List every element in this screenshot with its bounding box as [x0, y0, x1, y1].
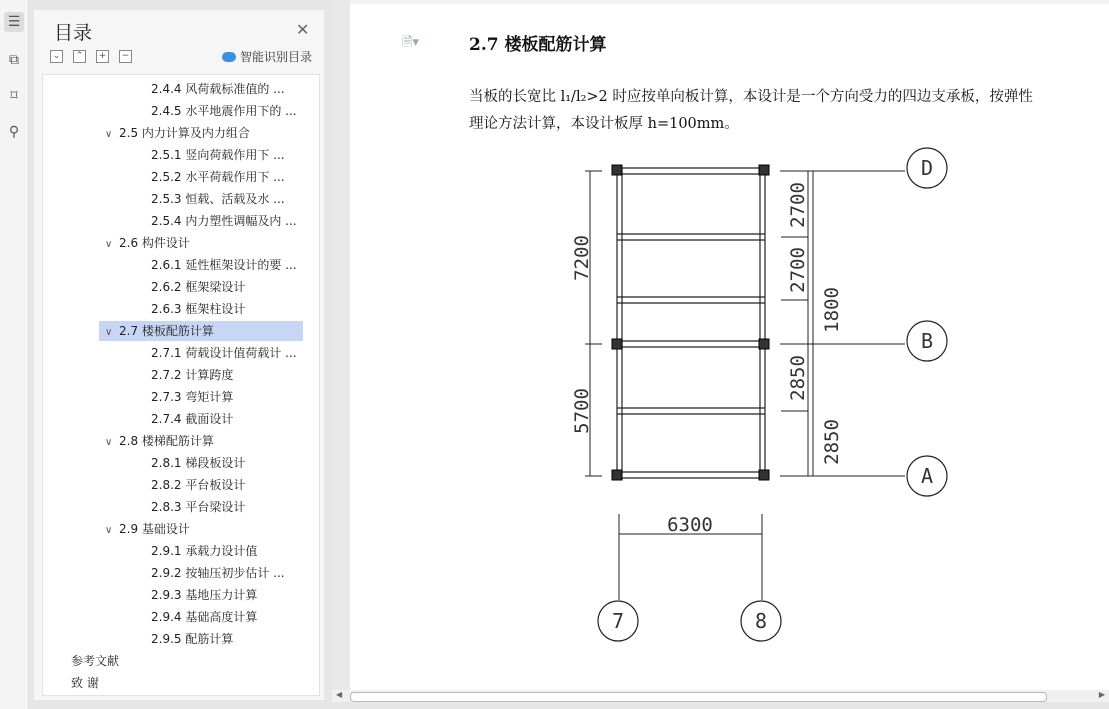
chevron-down-icon[interactable]: ∨ — [105, 437, 113, 448]
toc-item[interactable] — [105, 123, 250, 143]
toc-item[interactable] — [151, 475, 245, 495]
toc-item-label: 致 谢 — [71, 676, 99, 690]
toc-panel — [34, 10, 324, 700]
toc-item[interactable] — [71, 673, 99, 693]
toc-item[interactable] — [151, 167, 285, 187]
collapse-all-button[interactable]: ⌃ — [73, 50, 86, 63]
toc-item-label: 2.8 楼梯配筋计算 — [119, 434, 214, 448]
toc-item-label: 参考文献 — [71, 654, 120, 668]
dimension-label: 1800 — [821, 287, 843, 333]
toc-item-label: 2.9.1 承载力设计值 — [151, 544, 258, 558]
dimension-label: 2850 — [787, 355, 809, 401]
toc-item-label: 2.7.4 截面设计 — [151, 412, 234, 426]
toc-item-label: 2.8.3 平台梁设计 — [151, 500, 246, 514]
axis-label: 8 — [754, 609, 768, 633]
cloud-icon — [222, 52, 236, 62]
scroll-right-icon[interactable]: ▶ — [1098, 690, 1105, 699]
ruler-strip — [350, 0, 1109, 4]
toc-item[interactable] — [151, 541, 257, 561]
toc-item-label: 2.7.3 弯矩计算 — [151, 390, 234, 404]
toc-item-label: 2.6 构件设计 — [119, 236, 190, 250]
left-toolbar — [0, 0, 29, 709]
toc-item-label: 2.6.2 框架梁设计 — [151, 280, 246, 294]
column — [759, 470, 769, 480]
toc-item[interactable] — [151, 299, 245, 319]
toc-item[interactable] — [151, 211, 297, 231]
document-icon[interactable]: 🗎▾ — [402, 35, 419, 50]
chevron-down-icon[interactable]: ∨ — [105, 239, 113, 250]
bookmark-icon[interactable]: ⌑ — [10, 88, 18, 104]
toc-item[interactable] — [151, 387, 233, 407]
toc-item-label: 2.7.2 计算跨度 — [151, 368, 234, 382]
axis-label: A — [920, 464, 934, 488]
column — [759, 339, 769, 349]
scroll-thumb[interactable] — [350, 692, 1047, 702]
dimension-label: 2850 — [821, 419, 843, 465]
dimension-label: 5700 — [571, 388, 593, 434]
toc-icon[interactable]: ☰ — [4, 12, 24, 32]
toc-item-label: 2.9.3 基地压力计算 — [151, 588, 258, 602]
axis-bubbles — [598, 148, 947, 641]
toc-item[interactable] — [151, 453, 245, 473]
toc-item-label: 2.5.2 水平荷载作用下 ... — [151, 170, 285, 184]
toc-item[interactable] — [151, 145, 285, 165]
close-icon[interactable]: ✕ — [296, 20, 310, 39]
axis-label: 7 — [611, 609, 625, 633]
dimension-lines — [585, 171, 905, 600]
scroll-left-icon[interactable]: ◀ — [336, 690, 343, 699]
toc-item[interactable] — [151, 101, 297, 121]
toc-item[interactable] — [151, 189, 285, 209]
search-icon[interactable]: ⚲ — [8, 124, 20, 140]
toc-item[interactable] — [151, 497, 245, 517]
chevron-down-icon[interactable]: ∨ — [105, 327, 113, 338]
dimension-label: 6300 — [667, 514, 713, 536]
column — [612, 165, 622, 175]
axis-label: D — [920, 156, 934, 180]
toc-item[interactable] — [105, 519, 190, 539]
add-level-button[interactable]: + — [96, 50, 109, 63]
column — [612, 470, 622, 480]
toc-item[interactable] — [151, 343, 297, 363]
toc-item-label: 2.4.4 风荷载标准值的 ... — [151, 82, 285, 96]
toc-item[interactable] — [151, 255, 297, 275]
toc-item[interactable] — [151, 607, 257, 627]
floor-plan-drawing — [560, 145, 960, 645]
outline-icon[interactable]: ⧉ — [9, 52, 19, 68]
panel-title: 目录 — [54, 22, 93, 44]
smart-toc-button[interactable] — [222, 48, 312, 65]
toc-item-label: 2.9 基础设计 — [119, 522, 190, 536]
toc-item[interactable] — [105, 431, 214, 451]
remove-level-button[interactable]: − — [119, 50, 132, 63]
toc-item-label: 2.7 楼板配筋计算 — [119, 324, 214, 338]
axis-label: B — [920, 329, 934, 353]
toc-item-label: 2.5.3 恒载、活载及水 ... — [151, 192, 285, 206]
body-paragraph: 当板的长宽比 l₁/l₂>2 时应按单向板计算，本设计是一个方向受力的四边支承板，按弹性理论方法计算，本设计板厚 h=100mm。 — [469, 89, 1033, 132]
dimension-label: 7200 — [571, 235, 593, 281]
dimension-label: 2700 — [787, 182, 809, 228]
toc-item-label: 2.4.5 水平地震作用下的 ... — [151, 104, 297, 118]
section-heading: 2.7 楼板配筋计算 — [469, 35, 607, 55]
toc-item[interactable] — [151, 409, 233, 429]
toc-item-label: 2.5 内力计算及内力组合 — [119, 126, 250, 140]
frame-lines — [617, 168, 765, 478]
toc-item-label: 2.7.1 荷载设计值荷载计 ... — [151, 346, 297, 360]
smart-toc-label: 智能识别目录 — [240, 50, 313, 64]
toc-item-label: 2.8.1 梯段板设计 — [151, 456, 246, 470]
toc-item[interactable] — [151, 629, 233, 649]
toc-list — [42, 74, 320, 696]
toc-item[interactable] — [151, 277, 245, 297]
toc-item[interactable] — [151, 79, 285, 99]
expand-all-button[interactable]: ⌄ — [50, 50, 63, 63]
toc-item[interactable] — [105, 233, 190, 253]
toc-item[interactable] — [151, 585, 257, 605]
toc-item[interactable] — [71, 651, 119, 671]
toc-item-label: 2.5.1 竖向荷载作用下 ... — [151, 148, 285, 162]
drawing-text — [571, 156, 933, 633]
toc-item-label: 2.6.3 框架柱设计 — [151, 302, 246, 316]
toc-item-label: 2.5.4 内力塑性调幅及内 ... — [151, 214, 297, 228]
toc-item[interactable] — [99, 321, 303, 341]
toc-item-label: 2.9.4 基础高度计算 — [151, 610, 258, 624]
toc-item[interactable] — [151, 365, 233, 385]
horizontal-scrollbar[interactable] — [332, 690, 1109, 702]
toc-item-label: 2.9.2 按轴压初步估计 ... — [151, 566, 285, 580]
toc-toolbar — [50, 50, 132, 63]
dimension-label: 2700 — [787, 247, 809, 293]
toc-item-label: 2.6.1 延性框架设计的要 ... — [151, 258, 297, 272]
toc-item-label: 2.9.5 配筋计算 — [151, 632, 234, 646]
column — [759, 165, 769, 175]
columns — [612, 165, 769, 480]
column — [612, 339, 622, 349]
toc-item[interactable] — [151, 563, 285, 583]
chevron-down-icon[interactable]: ∨ — [105, 525, 113, 536]
toc-item-label: 2.8.2 平台板设计 — [151, 478, 246, 492]
chevron-down-icon[interactable]: ∨ — [105, 129, 113, 140]
